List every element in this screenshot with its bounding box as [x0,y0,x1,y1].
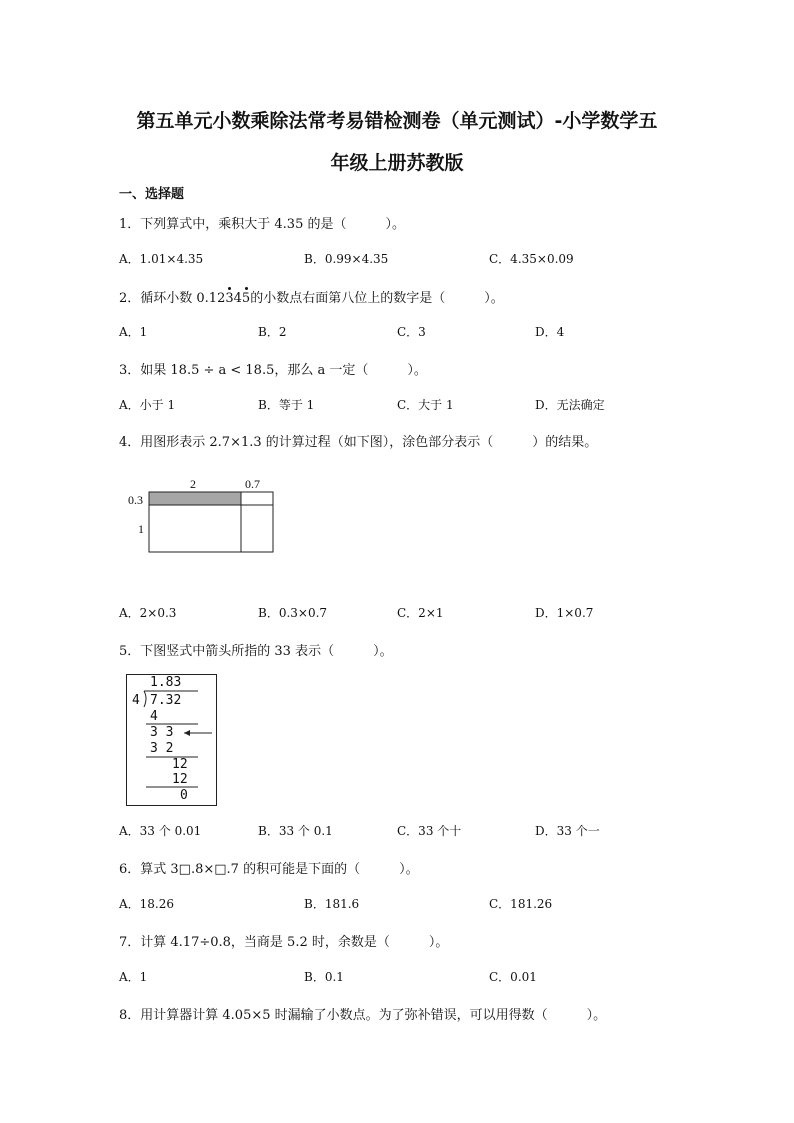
q1-option-c[interactable]: C．4.35×0.09 [489,252,574,266]
dividend: 7.32 [150,693,182,708]
q1-option-a[interactable]: A．1.01×4.35 [119,252,204,266]
step-row-12a: 12 [172,757,188,772]
repeating-digit: 4 [233,291,242,306]
q2-option-d[interactable]: D．4 [535,325,565,339]
q3-option-a[interactable]: A．小于 1 [119,398,176,412]
divisor: 4 [132,693,140,708]
q6-option-b[interactable]: B．181.6 [304,897,360,911]
q7-option-a[interactable]: A．1 [119,970,148,984]
area-label-side-0.3: 0.3 [128,493,143,507]
q7-option-b[interactable]: B．0.1 [304,970,344,984]
q3-option-c[interactable]: C．大于 1 [397,398,454,412]
q3-option-b[interactable]: B．等于 1 [258,398,315,412]
question-2 [119,287,504,306]
long-division-figure [126,674,218,807]
q4-option-c[interactable]: C．2×1 [397,606,444,620]
q1-option-b[interactable]: B．0.99×4.35 [304,252,389,266]
question-6: 6．算式 3□.8×□.7 的积可能是下面的（ ）。 [119,862,419,877]
question-4: 4．用图形表示 2.7×1.3 的计算过程（如下图），涂色部分表示（ ）的结果。 [119,435,598,450]
area-label-side-1: 1 [138,522,144,536]
step-row-33: 3 3 [150,725,174,740]
q4-option-b[interactable]: B．0.3×0.7 [258,606,328,620]
q4-option-d[interactable]: D．1×0.7 [535,606,594,620]
repeating-digit: 3 [225,291,233,306]
quotient: 1.83 [150,675,182,690]
page-title-line-2: 年级上册苏教版 [330,152,464,174]
question-7: 7．计算 4.17÷0.8，当商是 5.2 时，余数是（ ）。 [119,935,449,950]
q7-option-c[interactable]: C．0.01 [489,970,537,984]
area-label-top-2: 2 [190,477,196,491]
q5-option-c[interactable]: C．33 个十 [397,824,462,838]
q5-option-a[interactable]: A．33 个 0.01 [119,824,202,838]
repeating-digit: 5 [242,291,250,306]
page-title-line-1: 第五单元小数乘除法常考易错检测卷（单元测试）-小学数学五 [136,110,658,132]
section-heading: 一、选择题 [119,187,185,202]
shaded-region [149,492,241,505]
q4-option-a[interactable]: A．2×0.3 [119,606,177,620]
q6-option-c[interactable]: C．181.26 [489,897,553,911]
q2-stem-suffix: 的小数点右面第八位上的数字是（ ）。 [250,291,504,306]
step-row-1: 4 [150,709,158,724]
question-8: 8．用计算器计算 4.05×5 时漏输了小数点。为了弥补错误，可以用得数（ ）。 [119,1008,607,1023]
question-5: 5．下图竖式中箭头所指的 33 表示（ ）。 [119,644,393,659]
area-label-top-0.7: 0.7 [245,477,260,491]
q2-option-a[interactable]: A．1 [119,325,148,339]
q6-option-a[interactable]: A．18.26 [119,897,175,911]
q2-stem-prefix: 2．循环小数 0.12 [119,291,226,306]
step-row-32: 3 2 [150,741,174,756]
q5-option-d[interactable]: D．33 个一 [535,824,600,838]
area-model-figure [120,474,290,564]
q2-option-b[interactable]: B．2 [258,325,287,339]
q3-option-d[interactable]: D．无法确定 [535,398,605,412]
repeating-dot-mark [245,287,248,290]
q5-option-b[interactable]: B．33 个 0.1 [258,824,333,838]
step-row-0: 0 [180,788,188,803]
q2-option-c[interactable]: C．3 [397,325,426,339]
q2-repeating-digits [225,291,250,306]
arrow-head [184,730,190,736]
area-model-grid [120,474,290,564]
repeating-dot-mark [228,287,231,290]
question-1: 1．下列算式中，乘积大于 4.35 的是（ ）。 [119,217,405,232]
question-3: 3．如果 18.5 ÷ a < 18.5，那么 a 一定（ ）。 [119,363,427,378]
step-row-12b: 12 [172,772,188,787]
